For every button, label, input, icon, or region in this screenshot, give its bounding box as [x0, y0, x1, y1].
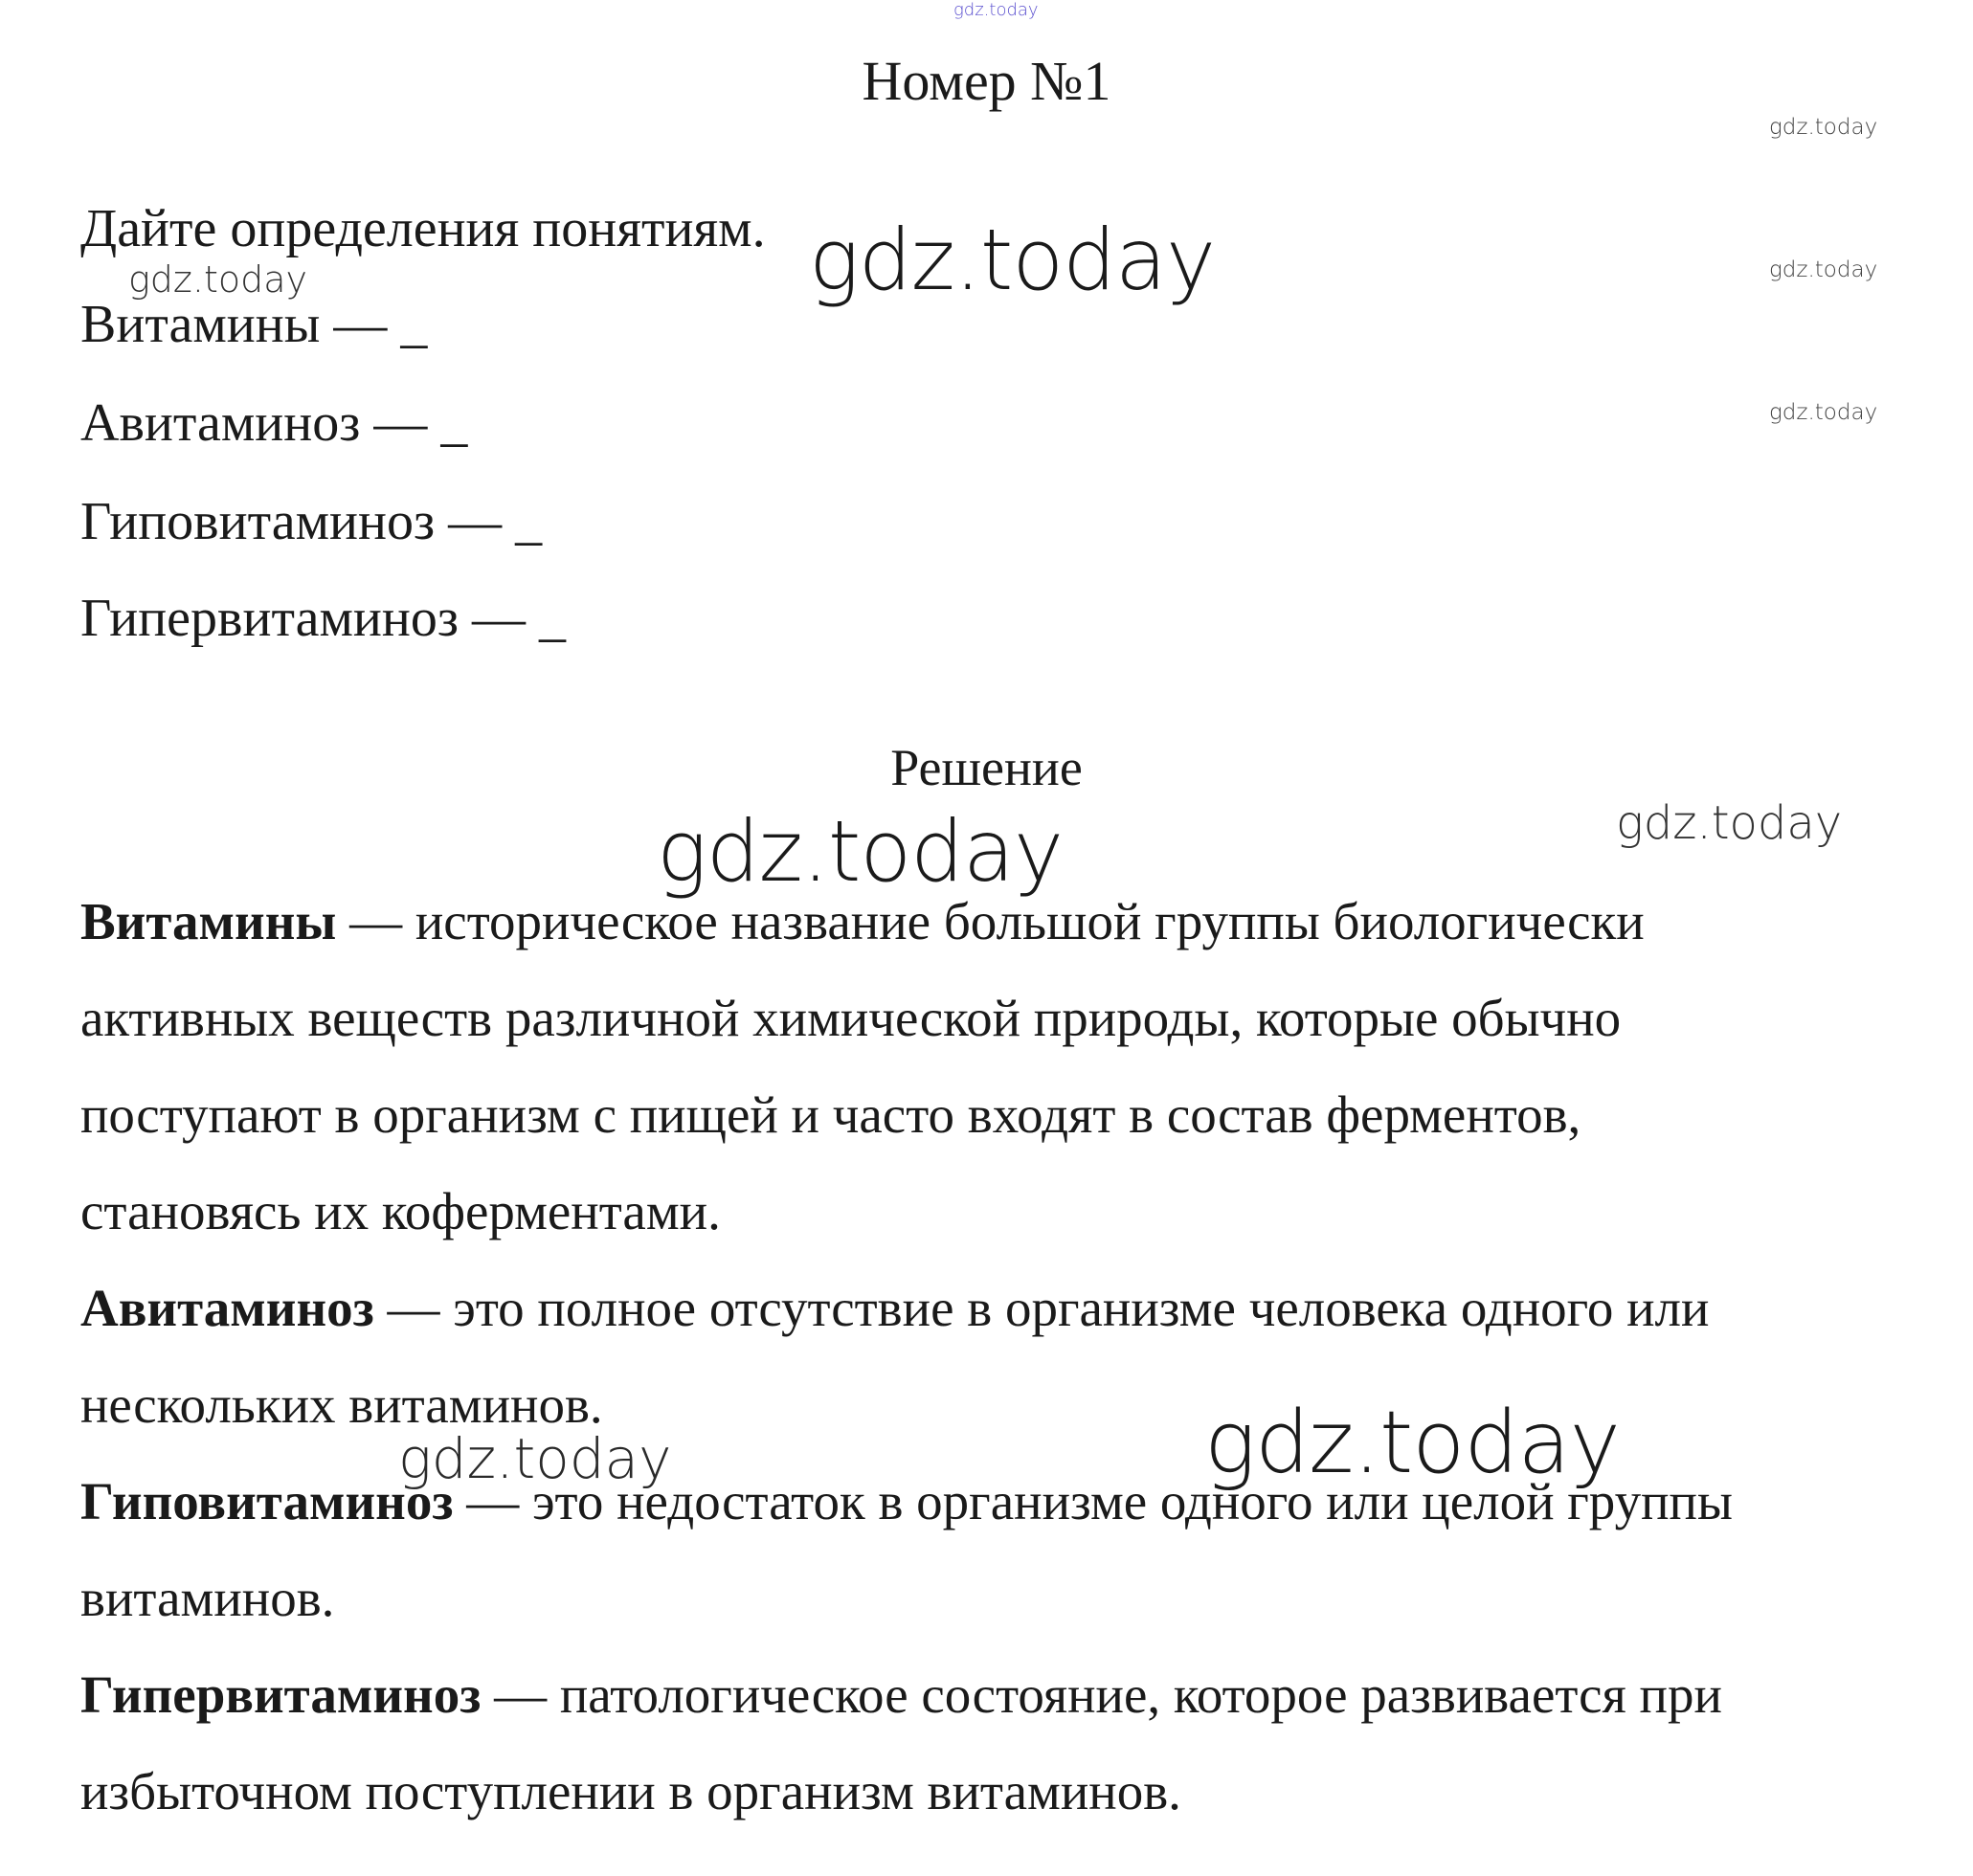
watermark: gdz.today [128, 258, 307, 301]
solution-line [80, 1277, 1709, 1340]
watermark: gdz.today [398, 1426, 672, 1491]
solution-text: — это недостаток в организме одного или целой группы [453, 1472, 1733, 1530]
solution-line [80, 1083, 1581, 1147]
solution-text: избыточном поступлении в организм витаминов. [80, 1762, 1181, 1820]
watermark: gdz.today [1616, 796, 1843, 850]
solution-text: витаминов. [80, 1569, 335, 1627]
watermark: gdz.today [657, 802, 1064, 901]
solution-line [80, 987, 1621, 1050]
watermark: gdz.today [953, 0, 1039, 20]
solution-text: становясь их коферментами. [80, 1182, 721, 1240]
solution-text: — историческое название большой группы биологически [336, 892, 1645, 950]
watermark: gdz.today [1769, 257, 1878, 282]
solution-line [80, 1664, 1722, 1727]
solution-heading: Решение [890, 739, 1083, 796]
solution-text: нескольких витаминов. [80, 1375, 603, 1434]
solution-text: — это полное отсутствие в организме человека одного или [373, 1279, 1710, 1337]
solution-line [80, 1567, 334, 1630]
watermark: gdz.today [809, 211, 1216, 309]
watermark: gdz.today [1769, 400, 1878, 425]
page-title: Номер №1 [862, 50, 1111, 112]
solution-text: — патологическое состояние, которое развивается при [481, 1665, 1722, 1724]
task-line: Гиповитаминоз — _ [80, 492, 543, 551]
watermark: gdz.today [1769, 115, 1878, 140]
task-line: Гипервитаминоз — _ [80, 589, 566, 648]
solution-text: поступают в организм с пищей и часто входят в состав ферментов, [80, 1085, 1581, 1144]
watermark: gdz.today [1204, 1393, 1620, 1493]
task-prompt: Дайте определения понятиям. [80, 199, 766, 258]
task-line: Авитаминоз — _ [80, 393, 468, 453]
solution-term: Гиповитаминоз [80, 1472, 454, 1530]
solution-text: активных веществ различной химической природы, которые обычно [80, 989, 1622, 1047]
solution-line [80, 1180, 721, 1243]
solution-term: Гипервитаминоз [80, 1665, 482, 1724]
solution-term: Витамины [80, 892, 337, 950]
solution-line [80, 1760, 1181, 1823]
solution-term: Авитаминоз [80, 1279, 374, 1337]
task-line: Витамины — _ [80, 295, 428, 354]
